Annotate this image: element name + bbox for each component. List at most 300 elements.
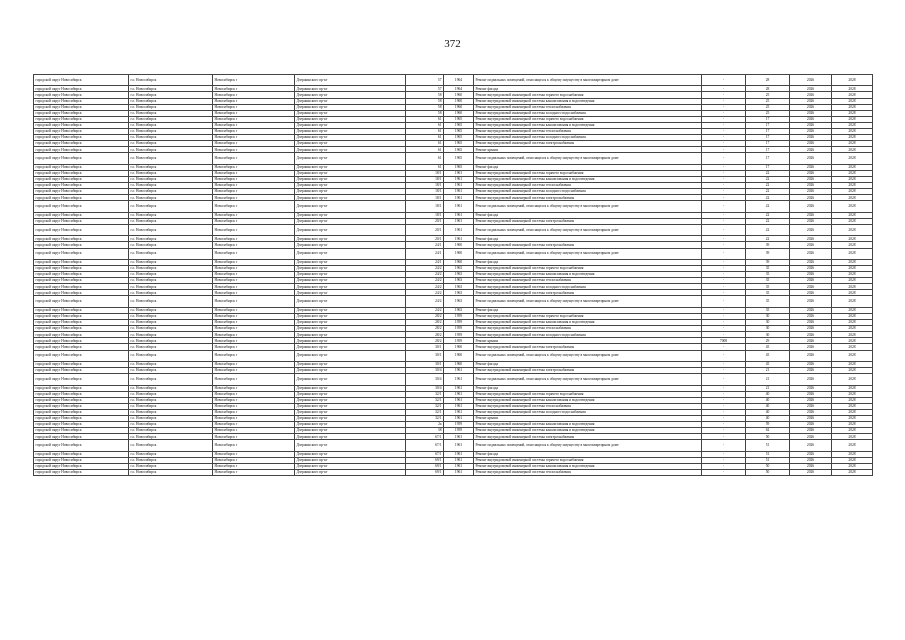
start-year-cell: 2026: [790, 284, 832, 290]
district-cell: г.о. Новосибирск: [129, 141, 213, 147]
value-cell: -: [702, 332, 746, 338]
work-type-cell: Ремонт подвальных помещений, относящихся к общему имуществу в многоквартирном доме: [474, 440, 702, 451]
value-2-cell: 62: [746, 428, 790, 434]
district-cell: г.о. Новосибирск: [129, 98, 213, 104]
build-year-cell: 1960: [444, 242, 474, 248]
city-cell: Новосибирск г: [213, 212, 295, 218]
build-year-cell: 1965: [444, 116, 474, 122]
city-cell: Новосибирск г: [213, 75, 295, 86]
value-cell: -: [702, 92, 746, 98]
house-number-cell: 28/2: [406, 332, 444, 338]
value-2-cell: 25: [746, 98, 790, 104]
value-2-cell: 17: [746, 129, 790, 135]
work-type-cell: Ремонт внутридомовой инженерной системы канализования и водоотведения: [474, 422, 702, 428]
district-cell: г.о. Новосибирск: [129, 409, 213, 415]
municipality-cell: городской округ Новосибирск: [34, 147, 129, 153]
start-year-cell: 2026: [790, 415, 832, 421]
street-cell: Дзержинского пр-кт: [295, 129, 406, 135]
start-year-cell: 2026: [790, 368, 832, 374]
municipality-cell: городской округ Новосибирск: [34, 98, 129, 104]
build-year-cell: 1964: [444, 75, 474, 86]
municipality-cell: городской округ Новосибирск: [34, 397, 129, 403]
start-year-cell: 2026: [790, 338, 832, 344]
value-cell: -: [702, 320, 746, 326]
work-type-cell: Ремонт крыши: [474, 338, 702, 344]
municipality-cell: городской округ Новосибирск: [34, 122, 129, 128]
municipality-cell: городской округ Новосибирск: [34, 236, 129, 242]
house-number-cell: 61: [406, 122, 444, 128]
house-number-cell: 58: [406, 110, 444, 116]
street-cell: Дзержинского пр-кт: [295, 344, 406, 350]
repair-schedule-table: [33, 74, 872, 476]
end-year-cell: 2028: [832, 147, 873, 153]
city-cell: Новосибирск г: [213, 451, 295, 457]
start-year-cell: 2026: [790, 313, 832, 319]
end-year-cell: 2028: [832, 266, 873, 272]
house-number-cell: 18/1: [406, 195, 444, 201]
city-cell: Новосибирск г: [213, 368, 295, 374]
municipality-cell: городской округ Новосибирск: [34, 218, 129, 224]
city-cell: Новосибирск г: [213, 350, 295, 361]
city-cell: Новосибирск г: [213, 183, 295, 189]
value-cell: -: [702, 385, 746, 391]
build-year-cell: 1961: [444, 201, 474, 212]
city-cell: Новосибирск г: [213, 153, 295, 164]
value-cell: -: [702, 350, 746, 361]
city-cell: Новосибирск г: [213, 284, 295, 290]
build-year-cell: 1960: [444, 248, 474, 259]
value-2-cell: 51: [746, 457, 790, 463]
value-2-cell: 40: [746, 391, 790, 397]
start-year-cell: 2026: [790, 470, 832, 476]
table-row: [34, 470, 873, 476]
value-2-cell: 25: [746, 92, 790, 98]
district-cell: г.о. Новосибирск: [129, 344, 213, 350]
district-cell: г.о. Новосибирск: [129, 457, 213, 463]
start-year-cell: 2026: [790, 201, 832, 212]
street-cell: Дзержинского пр-кт: [295, 195, 406, 201]
value-2-cell: 22: [746, 170, 790, 176]
value-2-cell: 25: [746, 110, 790, 116]
street-cell: Дзержинского пр-кт: [295, 141, 406, 147]
street-cell: Дзержинского пр-кт: [295, 153, 406, 164]
district-cell: г.о. Новосибирск: [129, 290, 213, 296]
end-year-cell: 2028: [832, 368, 873, 374]
start-year-cell: 2026: [790, 457, 832, 463]
city-cell: Новосибирск г: [213, 122, 295, 128]
city-cell: Новосибирск г: [213, 415, 295, 421]
end-year-cell: 2028: [832, 350, 873, 361]
district-cell: г.о. Новосибирск: [129, 278, 213, 284]
end-year-cell: 2028: [832, 434, 873, 440]
start-year-cell: 2026: [790, 110, 832, 116]
value-cell: -: [702, 278, 746, 284]
value-2-cell: 30: [746, 326, 790, 332]
value-2-cell: 17: [746, 147, 790, 153]
municipality-cell: городской округ Новосибирск: [34, 141, 129, 147]
value-2-cell: 30: [746, 332, 790, 338]
end-year-cell: 2028: [832, 403, 873, 409]
work-type-cell: Ремонт подвальных помещений, относящихся к общему имуществу в многоквартирном доме: [474, 153, 702, 164]
value-cell: -: [702, 307, 746, 313]
value-cell: -: [702, 266, 746, 272]
work-type-cell: Ремонт фасада: [474, 236, 702, 242]
end-year-cell: 2028: [832, 259, 873, 265]
municipality-cell: городской округ Новосибирск: [34, 307, 129, 313]
start-year-cell: 2026: [790, 135, 832, 141]
build-year-cell: 1960: [444, 92, 474, 98]
build-year-cell: 1961: [444, 374, 474, 385]
start-year-cell: 2026: [790, 451, 832, 457]
work-type-cell: Ремонт внутридомовой инженерной системы горячего водоснабжения: [474, 391, 702, 397]
work-type-cell: Ремонт фасада: [474, 451, 702, 457]
house-number-cell: 32/1: [406, 415, 444, 421]
municipality-cell: городской округ Новосибирск: [34, 290, 129, 296]
district-cell: г.о. Новосибирск: [129, 135, 213, 141]
municipality-cell: городской округ Новосибирск: [34, 266, 129, 272]
district-cell: г.о. Новосибирск: [129, 307, 213, 313]
value-2-cell: 39: [746, 248, 790, 259]
end-year-cell: 2028: [832, 338, 873, 344]
house-number-cell: 32/1: [406, 403, 444, 409]
build-year-cell: 1963: [444, 272, 474, 278]
district-cell: г.о. Новосибирск: [129, 415, 213, 421]
district-cell: г.о. Новосибирск: [129, 183, 213, 189]
house-number-cell: 24/2: [406, 272, 444, 278]
city-cell: Новосибирск г: [213, 361, 295, 367]
street-cell: Дзержинского пр-кт: [295, 391, 406, 397]
house-number-cell: 61: [406, 153, 444, 164]
work-type-cell: Ремонт внутридомовой инженерной системы горячего водоснабжения: [474, 92, 702, 98]
value-cell: -: [702, 368, 746, 374]
end-year-cell: 2028: [832, 218, 873, 224]
district-cell: г.о. Новосибирск: [129, 422, 213, 428]
district-cell: г.о. Новосибирск: [129, 242, 213, 248]
start-year-cell: 2026: [790, 296, 832, 307]
end-year-cell: 2028: [832, 116, 873, 122]
house-number-cell: 18/1: [406, 189, 444, 195]
work-type-cell: Ремонт внутридомовой инженерной системы канализования и водоотведения: [474, 177, 702, 183]
house-number-cell: 24/2: [406, 278, 444, 284]
city-cell: Новосибирск г: [213, 259, 295, 265]
end-year-cell: 2028: [832, 212, 873, 218]
street-cell: Дзержинского пр-кт: [295, 183, 406, 189]
house-number-cell: 28/2: [406, 326, 444, 332]
municipality-cell: городской округ Новосибирск: [34, 164, 129, 170]
street-cell: Дзержинского пр-кт: [295, 266, 406, 272]
street-cell: Дзержинского пр-кт: [295, 451, 406, 457]
end-year-cell: 2028: [832, 135, 873, 141]
house-number-cell: 61: [406, 147, 444, 153]
work-type-cell: Ремонт внутридомовой инженерной системы теплоснабжения: [474, 104, 702, 110]
value-cell: -: [702, 296, 746, 307]
value-2-cell: 22: [746, 195, 790, 201]
build-year-cell: 1961: [444, 391, 474, 397]
work-type-cell: Ремонт внутридомовой инженерной системы канализования и водоотведения: [474, 463, 702, 469]
value-cell: -: [702, 374, 746, 385]
start-year-cell: 2026: [790, 350, 832, 361]
end-year-cell: 2028: [832, 451, 873, 457]
city-cell: Новосибирск г: [213, 116, 295, 122]
work-type-cell: Ремонт подвальных помещений, относящихся к общему имуществу в многоквартирном доме: [474, 248, 702, 259]
municipality-cell: городской округ Новосибирск: [34, 440, 129, 451]
build-year-cell: 1959: [444, 428, 474, 434]
house-number-cell: 28/2: [406, 338, 444, 344]
value-cell: -: [702, 457, 746, 463]
house-number-cell: 20/1: [406, 224, 444, 235]
district-cell: г.о. Новосибирск: [129, 320, 213, 326]
value-cell: -: [702, 248, 746, 259]
end-year-cell: 2028: [832, 141, 873, 147]
street-cell: Дзержинского пр-кт: [295, 428, 406, 434]
house-number-cell: 30/4: [406, 368, 444, 374]
value-2-cell: 22: [746, 201, 790, 212]
value-cell: -: [702, 98, 746, 104]
start-year-cell: 2026: [790, 326, 832, 332]
municipality-cell: городской округ Новосибирск: [34, 183, 129, 189]
district-cell: г.о. Новосибирск: [129, 451, 213, 457]
city-cell: Новосибирск г: [213, 98, 295, 104]
municipality-cell: городской округ Новосибирск: [34, 104, 129, 110]
street-cell: Дзержинского пр-кт: [295, 463, 406, 469]
municipality-cell: городской округ Новосибирск: [34, 451, 129, 457]
build-year-cell: 1961: [444, 440, 474, 451]
start-year-cell: 2026: [790, 195, 832, 201]
build-year-cell: 1960: [444, 98, 474, 104]
build-year-cell: 1965: [444, 164, 474, 170]
street-cell: Дзержинского пр-кт: [295, 236, 406, 242]
build-year-cell: 1959: [444, 338, 474, 344]
value-2-cell: 45: [746, 344, 790, 350]
municipality-cell: городской округ Новосибирск: [34, 470, 129, 476]
build-year-cell: 1960: [444, 350, 474, 361]
city-cell: Новосибирск г: [213, 397, 295, 403]
work-type-cell: Ремонт внутридомовой инженерной системы теплоснабжения: [474, 403, 702, 409]
table-row: [34, 153, 873, 164]
municipality-cell: городской округ Новосибирск: [34, 463, 129, 469]
municipality-cell: городской округ Новосибирск: [34, 135, 129, 141]
district-cell: г.о. Новосибирск: [129, 463, 213, 469]
house-number-cell: 67/1: [406, 440, 444, 451]
street-cell: Дзержинского пр-кт: [295, 326, 406, 332]
value-2-cell: 30: [746, 320, 790, 326]
municipality-cell: городской округ Новосибирск: [34, 320, 129, 326]
end-year-cell: 2028: [832, 313, 873, 319]
value-cell: -: [702, 397, 746, 403]
end-year-cell: 2028: [832, 183, 873, 189]
value-2-cell: 35: [746, 284, 790, 290]
end-year-cell: 2028: [832, 470, 873, 476]
build-year-cell: 1965: [444, 141, 474, 147]
city-cell: Новосибирск г: [213, 440, 295, 451]
build-year-cell: 1965: [444, 135, 474, 141]
value-2-cell: 22: [746, 189, 790, 195]
build-year-cell: 1961: [444, 224, 474, 235]
house-number-cell: 67/1: [406, 434, 444, 440]
district-cell: г.о. Новосибирск: [129, 104, 213, 110]
start-year-cell: 2026: [790, 428, 832, 434]
work-type-cell: Ремонт внутридомовой инженерной системы канализования и водоотведения: [474, 122, 702, 128]
work-type-cell: Ремонт фасада: [474, 86, 702, 92]
build-year-cell: 1965: [444, 122, 474, 128]
value-cell: -: [702, 361, 746, 367]
value-2-cell: 35: [746, 296, 790, 307]
end-year-cell: 2028: [832, 422, 873, 428]
end-year-cell: 2028: [832, 278, 873, 284]
value-2-cell: 35: [746, 307, 790, 313]
work-type-cell: Ремонт подвальных помещений, относящихся к общему имуществу в многоквартирном доме: [474, 201, 702, 212]
house-number-cell: 30/1: [406, 361, 444, 367]
build-year-cell: 1961: [444, 434, 474, 440]
house-number-cell: 24/2: [406, 284, 444, 290]
end-year-cell: 2028: [832, 344, 873, 350]
house-number-cell: 69/1: [406, 463, 444, 469]
end-year-cell: 2028: [832, 195, 873, 201]
city-cell: Новосибирск г: [213, 195, 295, 201]
municipality-cell: городской округ Новосибирск: [34, 153, 129, 164]
house-number-cell: 30/4: [406, 374, 444, 385]
street-cell: Дзержинского пр-кт: [295, 92, 406, 98]
value-2-cell: 35: [746, 272, 790, 278]
value-cell: -: [702, 122, 746, 128]
build-year-cell: 1959: [444, 422, 474, 428]
work-type-cell: Ремонт внутридомовой инженерной системы электроснабжения: [474, 368, 702, 374]
value-cell: -: [702, 290, 746, 296]
street-cell: Дзержинского пр-кт: [295, 457, 406, 463]
municipality-cell: городской округ Новосибирск: [34, 391, 129, 397]
value-2-cell: 28: [746, 86, 790, 92]
start-year-cell: 2026: [790, 440, 832, 451]
end-year-cell: 2028: [832, 177, 873, 183]
municipality-cell: городской округ Новосибирск: [34, 75, 129, 86]
work-type-cell: Ремонт внутридомовой инженерной системы холодного водоснабжения: [474, 189, 702, 195]
work-type-cell: Ремонт внутридомовой инженерной системы холодного водоснабжения: [474, 332, 702, 338]
build-year-cell: 1961: [444, 177, 474, 183]
house-number-cell: 38: [406, 428, 444, 434]
work-type-cell: Ремонт внутридомовой инженерной системы канализования и водоотведения: [474, 98, 702, 104]
city-cell: Новосибирск г: [213, 177, 295, 183]
street-cell: Дзержинского пр-кт: [295, 98, 406, 104]
end-year-cell: 2028: [832, 248, 873, 259]
build-year-cell: 1963: [444, 278, 474, 284]
value-cell: 7008: [702, 338, 746, 344]
build-year-cell: 1961: [444, 368, 474, 374]
municipality-cell: городской округ Новосибирск: [34, 350, 129, 361]
end-year-cell: 2028: [832, 284, 873, 290]
build-year-cell: 1961: [444, 212, 474, 218]
work-type-cell: Ремонт внутридомовой инженерной системы канализования и водоотведения: [474, 272, 702, 278]
municipality-cell: городской округ Новосибирск: [34, 92, 129, 98]
value-cell: -: [702, 259, 746, 265]
value-cell: -: [702, 313, 746, 319]
start-year-cell: 2026: [790, 409, 832, 415]
house-number-cell: 24/2: [406, 296, 444, 307]
city-cell: Новосибирск г: [213, 266, 295, 272]
build-year-cell: 1963: [444, 290, 474, 296]
city-cell: Новосибирск г: [213, 104, 295, 110]
city-cell: Новосибирск г: [213, 428, 295, 434]
city-cell: Новосибирск г: [213, 403, 295, 409]
municipality-cell: городской округ Новосибирск: [34, 368, 129, 374]
value-2-cell: 17: [746, 135, 790, 141]
street-cell: Дзержинского пр-кт: [295, 189, 406, 195]
district-cell: г.о. Новосибирск: [129, 374, 213, 385]
end-year-cell: 2028: [832, 224, 873, 235]
municipality-cell: городской округ Новосибирск: [34, 129, 129, 135]
street-cell: Дзержинского пр-кт: [295, 272, 406, 278]
build-year-cell: 1965: [444, 147, 474, 153]
value-cell: -: [702, 242, 746, 248]
start-year-cell: 2026: [790, 374, 832, 385]
value-2-cell: 50: [746, 463, 790, 469]
value-2-cell: 22: [746, 177, 790, 183]
start-year-cell: 2026: [790, 224, 832, 235]
work-type-cell: Ремонт внутридомовой инженерной системы холодного водоснабжения: [474, 135, 702, 141]
district-cell: г.о. Новосибирск: [129, 434, 213, 440]
house-number-cell: 18/1: [406, 183, 444, 189]
municipality-cell: городской округ Новосибирск: [34, 385, 129, 391]
street-cell: Дзержинского пр-кт: [295, 368, 406, 374]
house-number-cell: 20/1: [406, 236, 444, 242]
city-cell: Новосибирск г: [213, 385, 295, 391]
city-cell: Новосибирск г: [213, 434, 295, 440]
municipality-cell: городской округ Новосибирск: [34, 170, 129, 176]
value-cell: -: [702, 391, 746, 397]
start-year-cell: 2026: [790, 92, 832, 98]
house-number-cell: 18/1: [406, 212, 444, 218]
district-cell: г.о. Новосибирск: [129, 147, 213, 153]
district-cell: г.о. Новосибирск: [129, 86, 213, 92]
city-cell: Новосибирск г: [213, 422, 295, 428]
value-cell: -: [702, 344, 746, 350]
end-year-cell: 2028: [832, 86, 873, 92]
house-number-cell: 61: [406, 141, 444, 147]
district-cell: г.о. Новосибирск: [129, 403, 213, 409]
build-year-cell: 1959: [444, 332, 474, 338]
end-year-cell: 2028: [832, 236, 873, 242]
value-2-cell: 17: [746, 164, 790, 170]
value-2-cell: 50: [746, 434, 790, 440]
end-year-cell: 2028: [832, 374, 873, 385]
end-year-cell: 2028: [832, 122, 873, 128]
start-year-cell: 2026: [790, 290, 832, 296]
street-cell: Дзержинского пр-кт: [295, 284, 406, 290]
street-cell: Дзержинского пр-кт: [295, 278, 406, 284]
house-number-cell: 32/1: [406, 391, 444, 397]
start-year-cell: 2026: [790, 141, 832, 147]
city-cell: Новосибирск г: [213, 170, 295, 176]
city-cell: Новосибирск г: [213, 135, 295, 141]
build-year-cell: 1960: [444, 104, 474, 110]
municipality-cell: городской округ Новосибирск: [34, 248, 129, 259]
start-year-cell: 2026: [790, 86, 832, 92]
value-cell: -: [702, 415, 746, 421]
end-year-cell: 2028: [832, 385, 873, 391]
district-cell: г.о. Новосибирск: [129, 201, 213, 212]
start-year-cell: 2026: [790, 248, 832, 259]
district-cell: г.о. Новосибирск: [129, 332, 213, 338]
start-year-cell: 2026: [790, 153, 832, 164]
district-cell: г.о. Новосибирск: [129, 110, 213, 116]
municipality-cell: городской округ Новосибирск: [34, 326, 129, 332]
start-year-cell: 2026: [790, 122, 832, 128]
start-year-cell: 2026: [790, 170, 832, 176]
district-cell: г.о. Новосибирск: [129, 170, 213, 176]
district-cell: г.о. Новосибирск: [129, 296, 213, 307]
municipality-cell: городской округ Новосибирск: [34, 374, 129, 385]
build-year-cell: 1959: [444, 313, 474, 319]
value-2-cell: 39: [746, 242, 790, 248]
